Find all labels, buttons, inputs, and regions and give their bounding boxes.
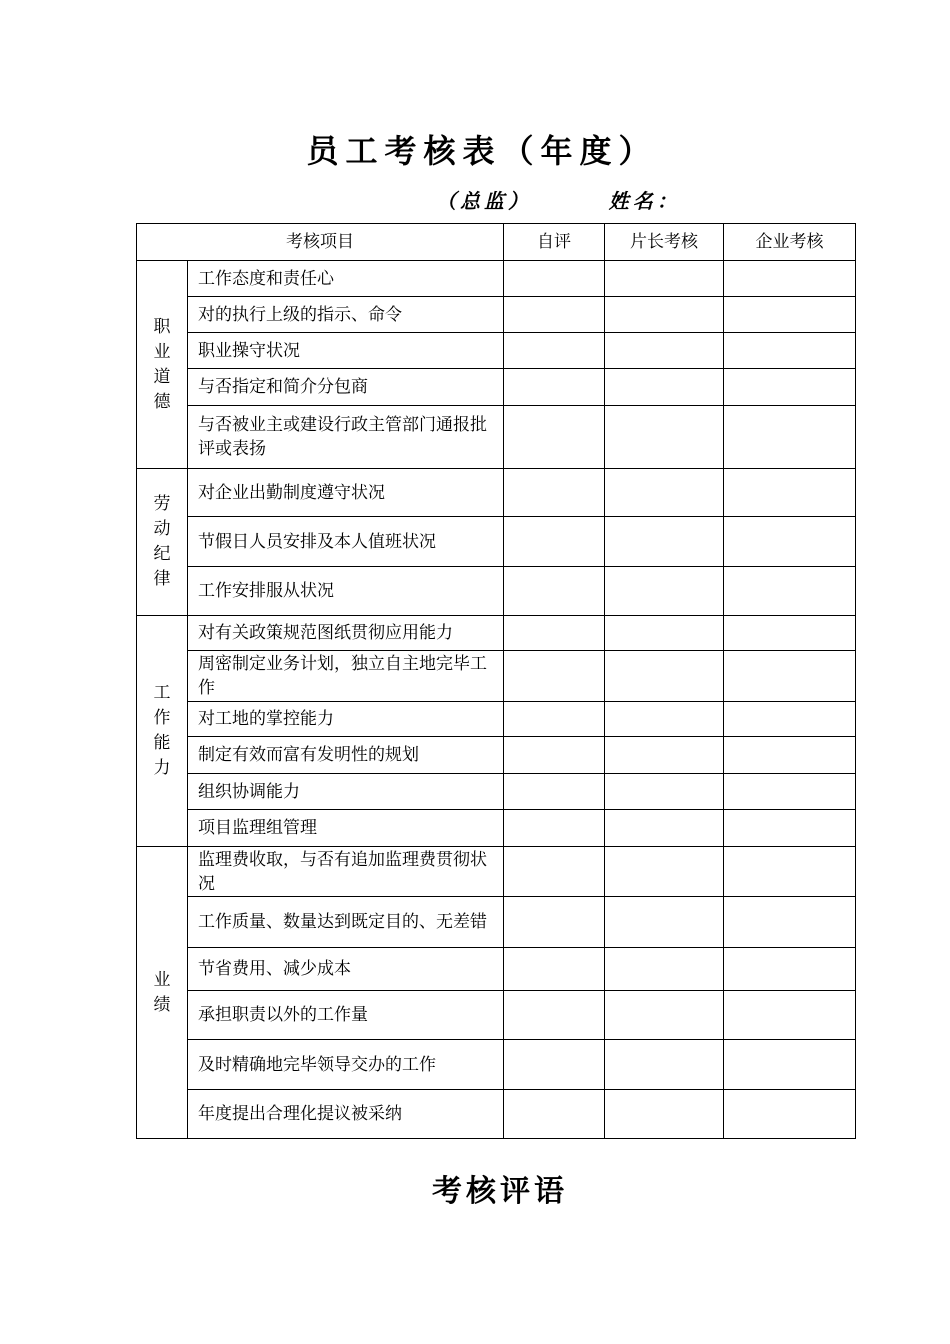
- manager-score-cell[interactable]: [605, 616, 724, 651]
- item-label: 与否指定和简介分包商: [188, 369, 504, 406]
- table-row: [137, 469, 856, 517]
- table-row: [137, 774, 856, 810]
- self-score-cell[interactable]: [504, 1040, 605, 1090]
- item-label: 工作质量、数量达到既定目的、无差错: [188, 897, 504, 948]
- manager-score-cell[interactable]: [605, 406, 724, 469]
- item-label: 工作态度和责任心: [188, 261, 504, 297]
- table-row: [137, 991, 856, 1040]
- manager-score-cell[interactable]: [605, 1040, 724, 1090]
- table-row: [137, 517, 856, 567]
- category-label: 业绩: [153, 969, 171, 1015]
- manager-score-cell[interactable]: [605, 333, 724, 369]
- table-row: [137, 333, 856, 369]
- category-cell: [137, 261, 188, 469]
- item-label: 对的执行上级的指示、命令: [188, 297, 504, 333]
- self-score-cell[interactable]: [504, 261, 605, 297]
- company-score-cell[interactable]: [724, 261, 856, 297]
- self-score-cell[interactable]: [504, 469, 605, 517]
- company-score-cell[interactable]: [724, 517, 856, 567]
- item-label: 及时精确地完毕领导交办的工作: [188, 1040, 504, 1090]
- table-row: [137, 651, 856, 702]
- manager-score-cell[interactable]: [605, 297, 724, 333]
- header-manager: 片长考核: [605, 224, 724, 261]
- self-score-cell[interactable]: [504, 991, 605, 1040]
- self-score-cell[interactable]: [504, 847, 605, 897]
- self-score-cell[interactable]: [504, 297, 605, 333]
- header-item: 考核项目: [137, 224, 504, 261]
- company-score-cell[interactable]: [724, 469, 856, 517]
- company-score-cell[interactable]: [724, 774, 856, 810]
- self-score-cell[interactable]: [504, 406, 605, 469]
- self-score-cell[interactable]: [504, 1090, 605, 1139]
- company-score-cell[interactable]: [724, 333, 856, 369]
- category-label: 劳动纪律: [153, 494, 171, 589]
- company-score-cell[interactable]: [724, 702, 856, 737]
- item-label: 节省费用、减少成本: [188, 948, 504, 991]
- table-row: [137, 297, 856, 333]
- item-label: 项目监理组管理: [188, 810, 504, 847]
- self-score-cell[interactable]: [504, 369, 605, 406]
- company-score-cell[interactable]: [724, 737, 856, 774]
- item-label: 承担职责以外的工作量: [188, 991, 504, 1040]
- self-score-cell[interactable]: [504, 897, 605, 948]
- appraisal-table: [136, 223, 856, 1139]
- manager-score-cell[interactable]: [605, 469, 724, 517]
- manager-score-cell[interactable]: [605, 369, 724, 406]
- manager-score-cell[interactable]: [605, 567, 724, 616]
- category-cell: [137, 469, 188, 616]
- table-row: [137, 1040, 856, 1090]
- company-score-cell[interactable]: [724, 406, 856, 469]
- manager-score-cell[interactable]: [605, 948, 724, 991]
- self-score-cell[interactable]: [504, 517, 605, 567]
- self-score-cell[interactable]: [504, 702, 605, 737]
- manager-score-cell[interactable]: [605, 261, 724, 297]
- company-score-cell[interactable]: [724, 897, 856, 948]
- category-cell: [137, 616, 188, 847]
- appraisal-comments-title: 考核评语: [432, 1174, 568, 1209]
- self-score-cell[interactable]: [504, 567, 605, 616]
- table-row: [137, 616, 856, 651]
- company-score-cell[interactable]: [724, 1040, 856, 1090]
- item-label: 组织协调能力: [188, 774, 504, 810]
- header-company: 企业考核: [724, 224, 856, 261]
- table-row: [137, 737, 856, 774]
- page-title: 员工考核表（年度）: [306, 132, 658, 170]
- self-score-cell[interactable]: [504, 651, 605, 702]
- company-score-cell[interactable]: [724, 1090, 856, 1139]
- item-label: 对企业出勤制度遵守状况: [188, 469, 504, 517]
- company-score-cell[interactable]: [724, 567, 856, 616]
- table-row: [137, 948, 856, 991]
- table-row: [137, 369, 856, 406]
- manager-score-cell[interactable]: [605, 737, 724, 774]
- table-row: [137, 406, 856, 469]
- item-label: 监理费收取，与否有追加监理费贯彻状况: [188, 847, 504, 897]
- manager-score-cell[interactable]: [605, 810, 724, 847]
- company-score-cell[interactable]: [724, 810, 856, 847]
- table-row: [137, 1090, 856, 1139]
- table-row: [137, 847, 856, 897]
- self-score-cell[interactable]: [504, 737, 605, 774]
- company-score-cell[interactable]: [724, 948, 856, 991]
- table-row: [137, 702, 856, 737]
- company-score-cell[interactable]: [724, 847, 856, 897]
- item-label: 工作安排服从状况: [188, 567, 504, 616]
- self-score-cell[interactable]: [504, 616, 605, 651]
- item-label: 与否被业主或建设行政主管部门通报批评或表扬: [188, 406, 504, 469]
- item-label: 对工地的掌控能力: [188, 702, 504, 737]
- page-subtitle: （总监） 姓名：: [436, 189, 681, 213]
- manager-score-cell[interactable]: [605, 774, 724, 810]
- company-score-cell[interactable]: [724, 297, 856, 333]
- header-self: 自评: [504, 224, 605, 261]
- company-score-cell[interactable]: [724, 991, 856, 1040]
- category-label: 职业道德: [153, 316, 171, 412]
- table-row: [137, 810, 856, 847]
- category-cell: [137, 847, 188, 1139]
- item-label: 节假日人员安排及本人值班状况: [188, 517, 504, 567]
- company-score-cell[interactable]: [724, 651, 856, 702]
- item-label: 职业操守状况: [188, 333, 504, 369]
- company-score-cell[interactable]: [724, 616, 856, 651]
- item-label: 周密制定业务计划，独立自主地完毕工作: [188, 651, 504, 702]
- self-score-cell[interactable]: [504, 333, 605, 369]
- item-label: 年度提出合理化提议被采纳: [188, 1090, 504, 1139]
- table-row: [137, 261, 856, 297]
- manager-score-cell[interactable]: [605, 847, 724, 897]
- self-score-cell[interactable]: [504, 810, 605, 847]
- company-score-cell[interactable]: [724, 369, 856, 406]
- category-label: 工作能力: [153, 683, 171, 778]
- manager-score-cell[interactable]: [605, 651, 724, 702]
- self-score-cell[interactable]: [504, 948, 605, 991]
- manager-score-cell[interactable]: [605, 991, 724, 1040]
- item-label: 对有关政策规范图纸贯彻应用能力: [188, 616, 504, 651]
- table-row: [137, 567, 856, 616]
- self-score-cell[interactable]: [504, 774, 605, 810]
- manager-score-cell[interactable]: [605, 897, 724, 948]
- item-label: 制定有效而富有发明性的规划: [188, 737, 504, 774]
- manager-score-cell[interactable]: [605, 702, 724, 737]
- manager-score-cell[interactable]: [605, 1090, 724, 1139]
- table-header-row: [137, 224, 856, 261]
- manager-score-cell[interactable]: [605, 517, 724, 567]
- table-row: [137, 897, 856, 948]
